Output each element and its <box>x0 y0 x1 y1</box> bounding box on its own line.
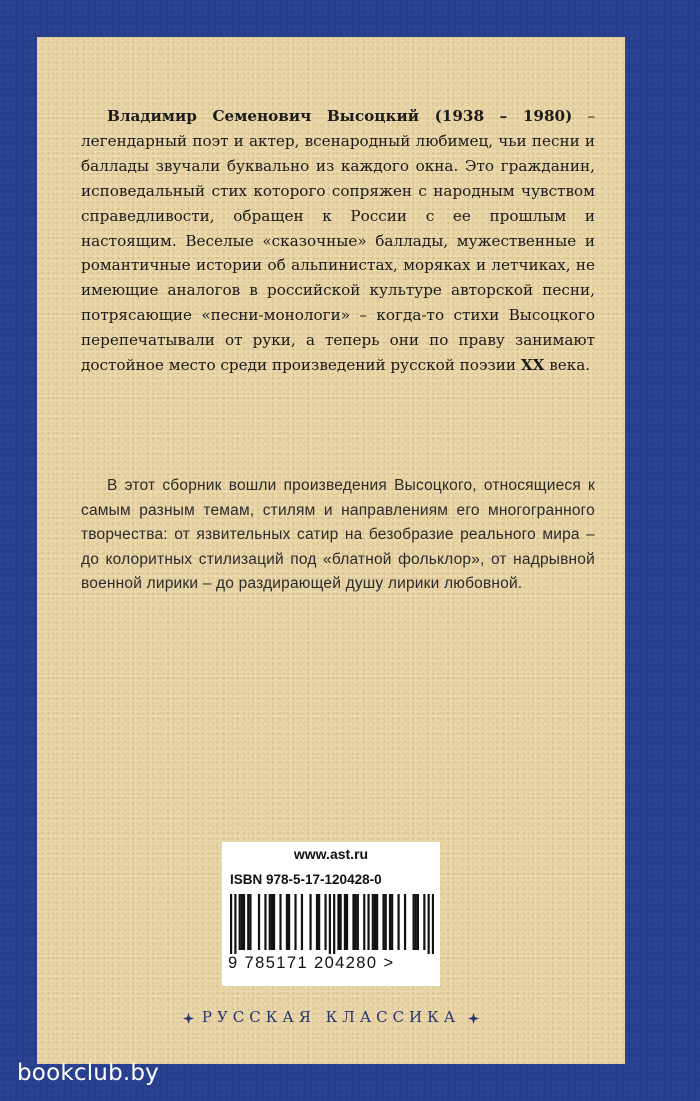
barcode-bar <box>273 894 275 950</box>
barcode-image <box>230 894 434 954</box>
barcode-bar <box>432 894 434 954</box>
barcode-bar <box>247 894 249 950</box>
barcode-bar <box>376 894 378 950</box>
barcode-bar <box>324 894 326 950</box>
barcode-bar <box>333 894 335 954</box>
barcode-bar <box>385 894 387 950</box>
barcode-bar <box>269 894 271 950</box>
barcode-box <box>222 842 440 986</box>
barcode-bar <box>318 894 320 950</box>
barcode-bar <box>391 894 393 950</box>
century-label: XX <box>520 356 545 375</box>
barcode-bar <box>316 894 318 950</box>
barcode-bar <box>337 894 339 950</box>
barcode-bar <box>264 894 266 950</box>
barcode-bar <box>239 894 241 950</box>
barcode-bar <box>352 894 354 950</box>
collection-description: В этот сборник вошли произведения Высоцкого, относящиеся к самым разным темам, стилям и направлениям его многогранного творчества: от язвительных сатир на безобразие реального мира – до колоритных стилизаций под «блатной фольклор», от надрывной военной лирики – до раздирающей душу лирики любовной. <box>81 477 595 593</box>
barcode-bar <box>415 894 417 950</box>
author-name: Владимир Семенович Высоцкий (1938 – 1980) <box>107 107 573 125</box>
barcode-bar <box>249 894 251 950</box>
barcode-bar <box>279 894 281 950</box>
author-description <box>81 104 595 378</box>
barcode-bar <box>397 894 399 950</box>
barcode-bar <box>286 894 288 950</box>
barcode-bar <box>367 894 369 950</box>
barcode-bar <box>363 894 365 950</box>
barcode-bar <box>340 894 342 950</box>
barcode-bar <box>428 894 430 954</box>
barcode-digits: 9 785171 204280 > <box>228 954 395 972</box>
barcode-bar <box>417 894 419 950</box>
barcode-bar <box>258 894 260 950</box>
barcode-bar <box>271 894 273 950</box>
barcode-bar <box>329 894 331 954</box>
isbn-number: ISBN 978-5-17-120428-0 <box>230 872 382 887</box>
barcode-bar <box>234 894 236 954</box>
barcode-bar <box>372 894 374 950</box>
series-name: РУССКАЯ КЛАССИКА <box>201 1008 461 1026</box>
barcode-bar <box>389 894 391 950</box>
barcode-bar <box>346 894 348 950</box>
author-description-text: – легендарный поэт и актер, всенародный любимец, чьи песни и баллады звучали буквально из каждого окна. Это гражданин, исповедальный стих которого сопряжен с народным чувством справедливости, обращен к России с ее прошлым и настоящим. Веселые «сказочные» баллады, мужественные и романтичные истории об альпинистах, моряках и летчиках, не имеющие аналогов в российской культуре авторской песни, потрясающие «песни-монологи» – когда-то стихи Высоцкого перепечатывали от руки, а теперь они по праву занимают достойное место среди произведений русской поэзии <box>81 107 596 375</box>
barcode-bar <box>423 894 425 950</box>
barcode-bar <box>301 894 303 950</box>
barcode-bar <box>374 894 376 950</box>
barcode-bar <box>404 894 406 950</box>
barcode-bar <box>357 894 359 950</box>
barcode-bar <box>294 894 296 950</box>
barcode-bar <box>243 894 245 950</box>
series-label <box>37 1008 625 1026</box>
barcode-bar <box>413 894 415 950</box>
star-icon <box>468 1013 479 1024</box>
author-description-ending: века. <box>544 356 591 375</box>
barcode-bar <box>309 894 311 950</box>
store-watermark: bookclub.by <box>17 1060 159 1086</box>
barcode-bar <box>344 894 346 950</box>
star-icon <box>183 1013 194 1024</box>
barcode-bar <box>230 894 232 954</box>
publisher-website: www.ast.ru <box>293 846 369 862</box>
barcode-bar <box>241 894 243 950</box>
barcode-bar <box>355 894 357 950</box>
barcode-bar <box>288 894 290 950</box>
barcode-bar <box>382 894 384 950</box>
